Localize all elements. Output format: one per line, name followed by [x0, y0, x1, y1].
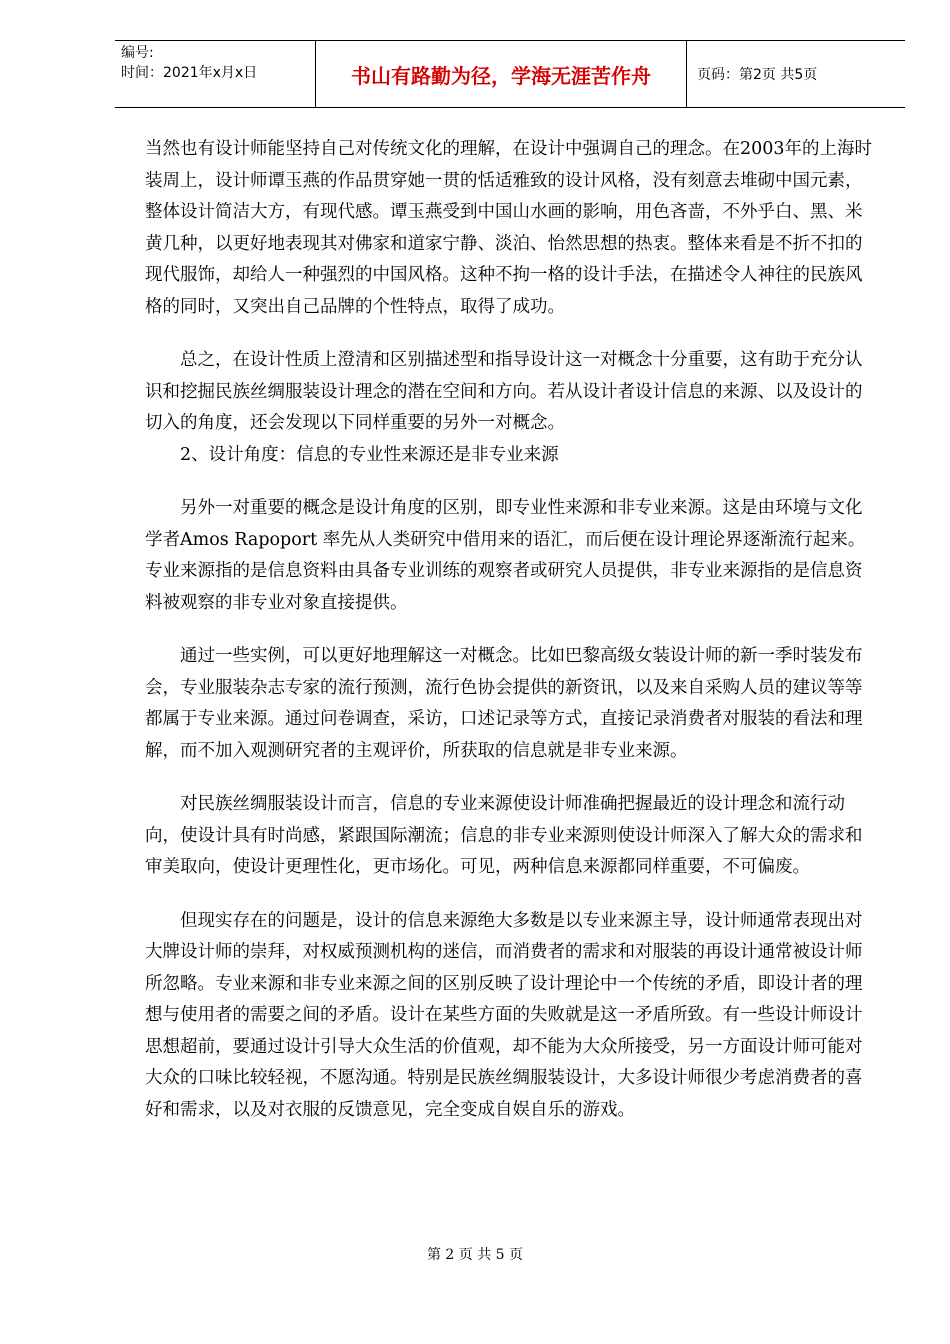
page-footer: 第 2 页 共 5 页: [426, 1247, 524, 1263]
number-label: 编号:: [121, 45, 154, 61]
time-label: 时间：2021年x月x日: [121, 65, 258, 81]
document-body: [145, 134, 875, 1126]
paragraph-3: 另外一对重要的概念是设计角度的区别，即专业性来源和非专业来源。这是由环境与文化学者Amos Rapoport 率先从人类研究中借用来的语汇，而后便在设计理论界逐渐流行起来。专业来源指的是信息资料由具备专业训练的观察者或研究人员提供，非专业来源指的是信息资料被观察的非专业对象直接提供。: [145, 498, 866, 613]
header-motto: 书山有路勤为径，学海无涯苦作舟: [315, 41, 687, 107]
header-meta: [115, 41, 315, 107]
section-heading: 2、设计角度：信息的专业性来源还是非专业来源: [180, 444, 559, 465]
paragraph-5: 对民族丝绸服装设计而言，信息的专业来源使设计师准确把握最近的设计理念和流行动向，使设计具有时尚感，紧跟国际潮流；信息的非专业来源则使设计师深入了解大众的需求和审美取向，使设计更理性化，更市场化。可见，两种信息来源都同样重要，不可偏废。: [145, 794, 863, 877]
header-page-info: 页码：第2页 共5页: [697, 67, 818, 83]
paragraph-1: 当然也有设计师能坚持自己对传统文化的理解，在设计中强调自己的理念。在2003年的上海时装周上，设计师谭玉燕的作品贯穿她一贯的恬适雅致的设计风格，没有刻意去堆砌中国元素，整体设计简洁大方，有现代感。谭玉燕受到中国山水画的影响，用色吝啬，不外乎白、黑、米黄几种，以更好地表现其对佛家和道家宁静、淡泊、怡然思想的热衷。整体来看是不折不扣的现代服饰，却给人一种强烈的中国风格。这种不拘一格的设计手法，在描述令人神往的民族风格的同时，又突出自己品牌的个性特点，取得了成功。: [145, 139, 873, 317]
page-header: [115, 40, 905, 108]
paragraph-6: 但现实存在的问题是，设计的信息来源绝大多数是以专业来源主导，设计师通常表现出对大牌设计师的崇拜，对权威预测机构的迷信，而消费者的需求和对服装的再设计通常被设计师所忽略。专业来源和非专业来源之间的区别反映了设计理论中一个传统的矛盾，即设计者的理想与使用者的需要之间的矛盾。设计在某些方面的失败就是这一矛盾所致。有一些设计师设计思想超前，要通过设计引导大众生活的价值观，却不能为大众所接受，另一方面设计师可能对大众的口味比较轻视，不愿沟通。特别是民族丝绸服装设计，大多设计师很少考虑消费者的喜好和需求，以及对衣服的反馈意见，完全变成自娱自乐的游戏。: [145, 910, 863, 1120]
paragraph-4: 通过一些实例，可以更好地理解这一对概念。比如巴黎高级女装设计师的新一季时装发布会，专业服装杂志专家的流行预测，流行色协会提供的新资讯，以及来自采购人员的建议等等都属于专业来源。通过问卷调查，采访，口述记录等方式，直接记录消费者对服装的看法和理解，而不加入观测研究者的主观评价，所获取的信息就是非专业来源。: [145, 646, 863, 761]
paragraph-2: 总之，在设计性质上澄清和区别描述型和指导设计这一对概念十分重要，这有助于充分认识和挖掘民族丝绸服装设计理念的潜在空间和方向。若从设计者设计信息的来源、以及设计的切入的角度，还会发现以下同样重要的另外一对概念。: [145, 350, 863, 433]
